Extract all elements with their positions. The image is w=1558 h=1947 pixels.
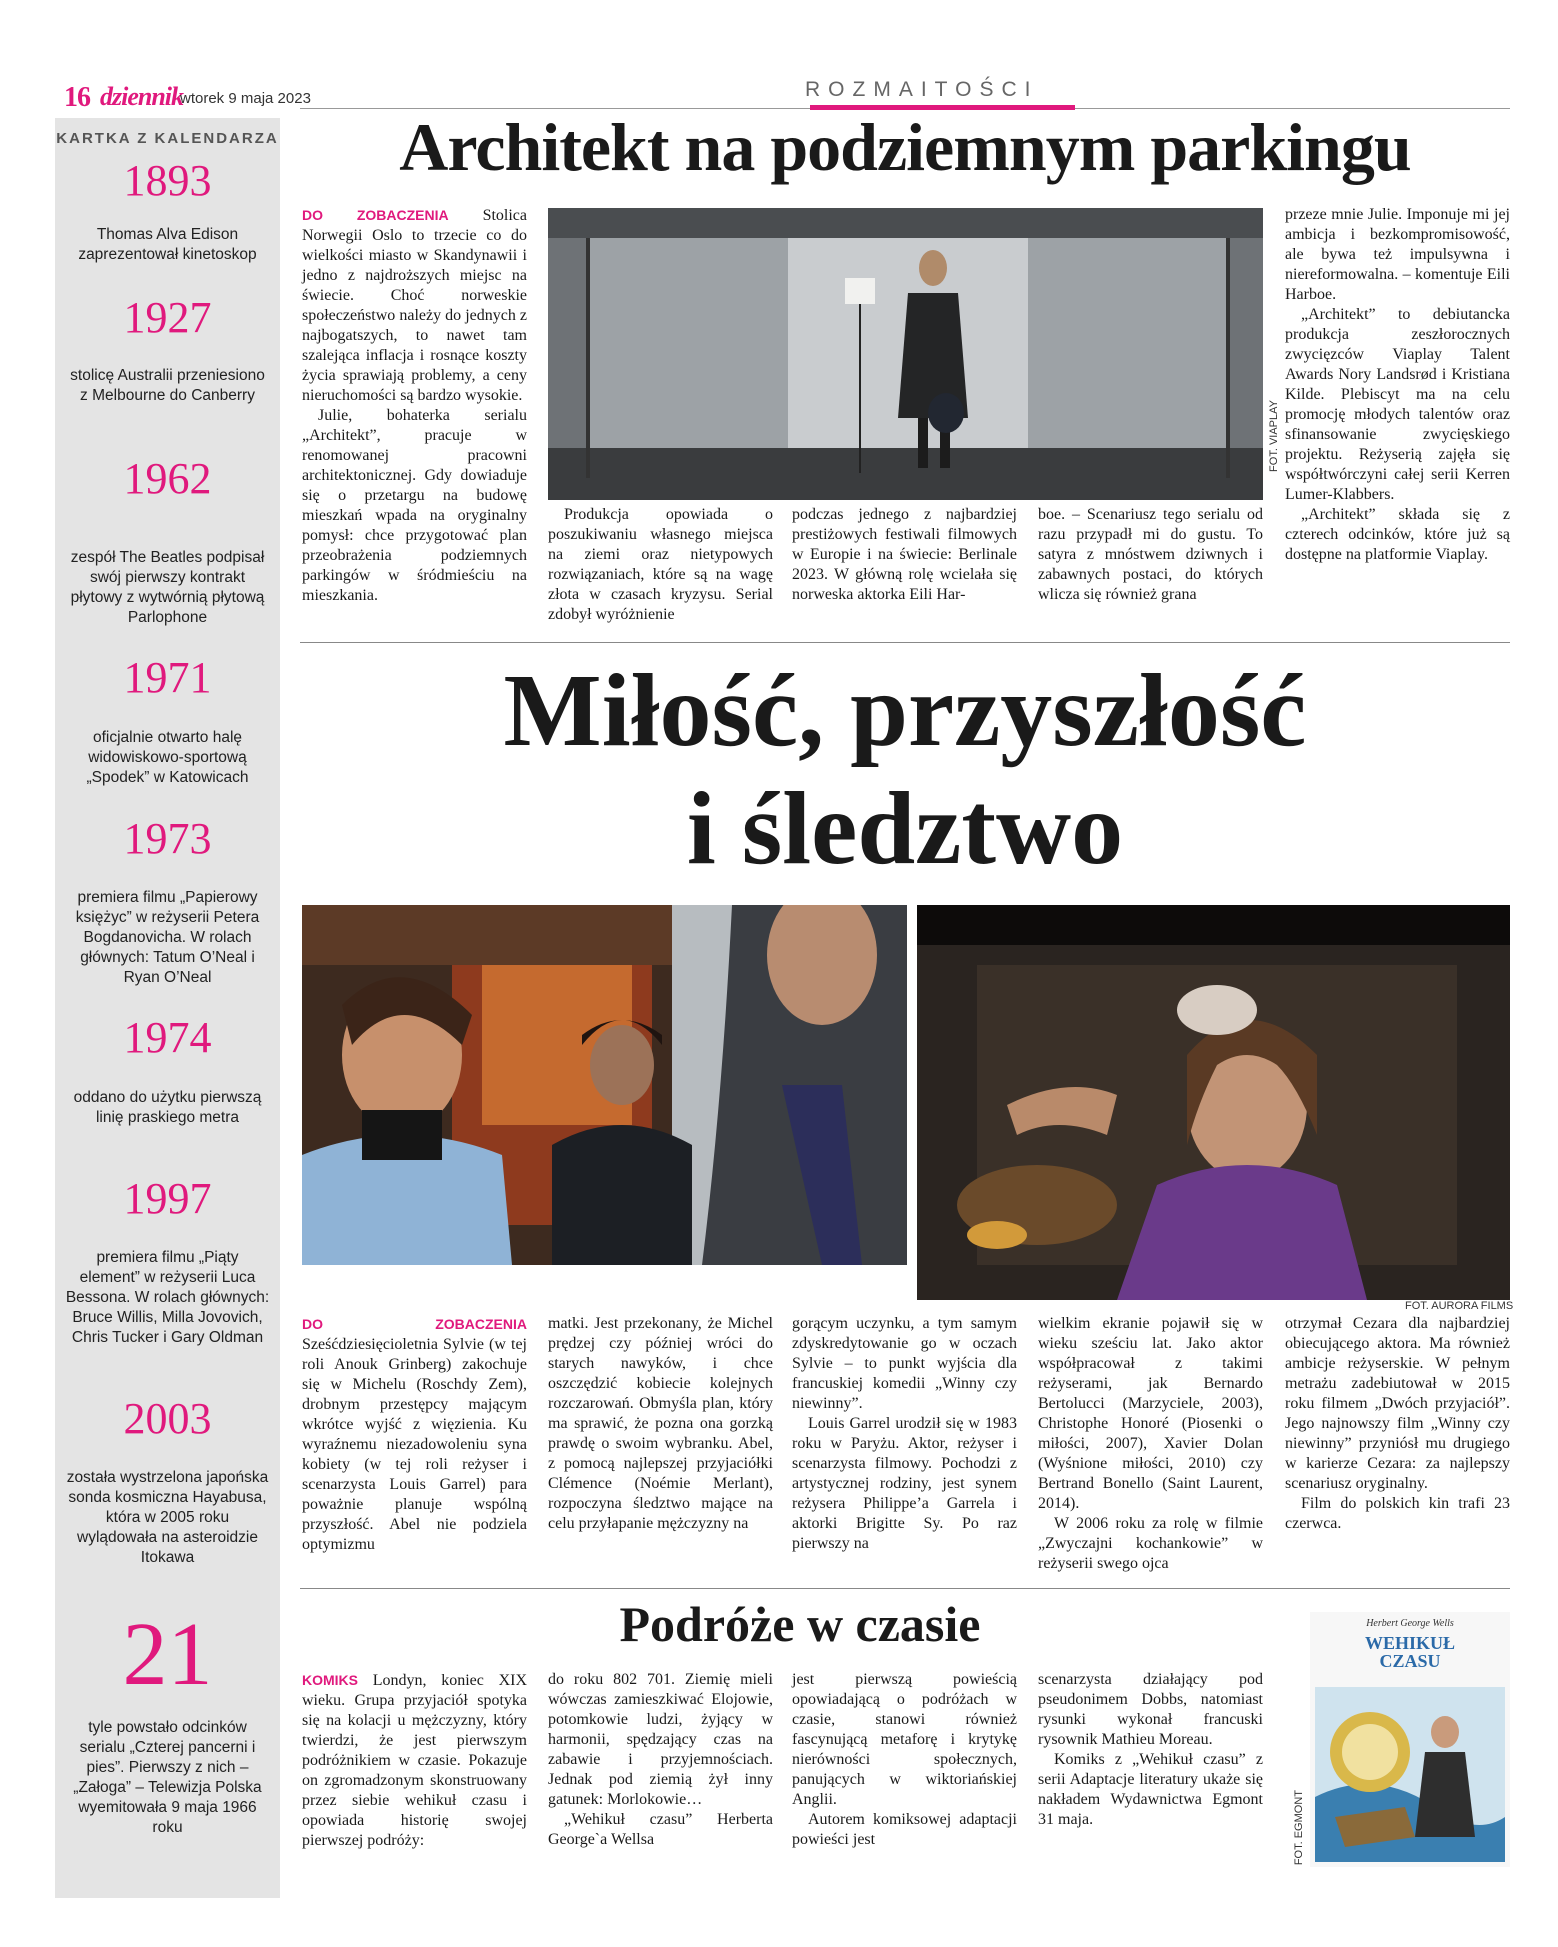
- article3-text: Autorem komiksowej adaptacji powieści jest: [792, 1811, 1017, 1848]
- article3-column-2: [548, 1670, 773, 1850]
- article2-text: wielkim ekranie pojawił się w wieku sześciu lat. Jako aktor współpracował z takimi reżyserami, jak Bernardo Bertolucci (Marzyciele, 2003), Christophe Honoré (Piosenki o miłości, 2007), Xavier Dolan (Wyśnione miłości, 2010) czy Bertrand Bonello (Saint Laurent, 2014).: [1038, 1315, 1263, 1512]
- article3-text: „Wehikuł czasu” Herberta George`a Wellsa: [548, 1811, 773, 1848]
- photo-credit: FOT. VIAPLAY: [1268, 400, 1280, 472]
- calendar-event: premiera filmu „Papierowy księżyc” w reżyserii Petera Bogdanovicha. W rolach głównych: Tatum O’Neal i Ryan O’Neal: [75, 889, 260, 986]
- calendar-year: 1893: [123, 156, 212, 205]
- article1-column-5: [1285, 205, 1510, 565]
- article2-column-4: [1038, 1314, 1263, 1574]
- article1-column-3: podczas jednego z najbardziej prestiżowych festiwali filmowych w Europie i na świecie: Berlinale 2023. W główną rolę wcielała się norweska aktorka Eili Har-: [792, 506, 1017, 603]
- calendar-event: została wystrzelona japońska sonda kosmiczna Hayabusa, która w 2005 roku wylądowała na asteroidzie Itokawa: [66, 1469, 269, 1566]
- page-number: 16: [64, 82, 90, 113]
- photo-credit: FOT. EGMONT: [1293, 1790, 1305, 1866]
- article1-headline: Architekt na podziemnym parkingu: [399, 109, 1411, 185]
- article2-column-5: [1285, 1314, 1510, 1534]
- fact-text: tyle powstało odcinków serialu „Czterej pancerni i pies”. Pierwszy z nich – „Załoga” – Telewizja Polska wyemitowała 9 maja 1966 roku: [73, 1719, 262, 1836]
- calendar-year: 1997: [123, 1174, 212, 1223]
- article3-lead: KOMIKS: [302, 1672, 358, 1688]
- section-label: ROZMAITOŚCI: [805, 78, 1039, 101]
- article3-column-1: [302, 1670, 527, 1851]
- article2-headline-line2: i śledztwo: [686, 771, 1124, 886]
- article2-column-1: [302, 1314, 527, 1555]
- calendar-year: 1927: [123, 293, 212, 342]
- article2-text: Louis Garrel urodził się w 1983 roku w Paryżu. Aktor, reżyser i scenarzysta filmowy. Pochodzi z artystycznej rodziny, jest synem reżysera Philippe’a Garrela i aktorki Brigitte Sy. Po raz pierwszy na: [792, 1415, 1017, 1552]
- calendar-year: 1973: [123, 814, 212, 863]
- calendar-event: premiera filmu „Piąty element” w reżyserii Luca Bessona. W rolach głównych: Bruce Willis, Milla Jovovich, Chris Tucker i Gary Oldman: [65, 1249, 270, 1346]
- article2-lead: DO ZOBACZENIA: [302, 1316, 527, 1332]
- issue-date: wtorek 9 maja 2023: [180, 90, 311, 107]
- article2-text: Sześćdziesięcioletnia Sylvie (w tej roli Anouk Grinberg) zakochuje się w Michelu (Roschdy Zem), drobnym przestępcy mającym wkrótce wyjść z więzienia. Ku wyraźnemu niezadowoleniu syna kobiety (w tej roli reżyser i scenarzysta Louis Garrel) para poważnie planuje wspólną przyszłość. Abel nie podziela optymizmu: [302, 1336, 527, 1553]
- article3-text: Komiks z „Wehikuł czasu” z serii Adaptacje literatury ukaże się nakładem Wydawnictwa Egmont 31 maja.: [1038, 1751, 1263, 1828]
- newspaper-logo: dziennik: [100, 82, 184, 111]
- film-photo-right: [917, 905, 1510, 1300]
- architekt-photo: [548, 208, 1263, 500]
- article3-text: Londyn, koniec XIX wieku. Grupa przyjaciół spotyka się na kolacji u mężczyzny, który twierdzi, że jest pierwszym podróżnikiem w czasie. Pokazuje on zgromadzonym skonstruowany przez siebie wehikuł czasu i opowiada historię swojej pierwszej podróży:: [302, 1672, 528, 1849]
- calendar-year: 1974: [123, 1013, 212, 1062]
- cover-title: WEHIKUŁ CZASU: [1364, 1633, 1456, 1671]
- film-photo-left: [302, 905, 907, 1265]
- article2-text: Film do polskich kin trafi 23 czerwca.: [1285, 1495, 1510, 1532]
- comic-cover: [1310, 1612, 1510, 1867]
- article3-column-3: [792, 1670, 1017, 1850]
- article1-text: „Architekt” to debiutancka produkcja zeszłorocznych zwycięzców Viaplay Talent Awards Nory Landsrød i Kristiana Kilde. Plebiscyt ma na celu promocję młodych talentów oraz sfinansowanie zwycięskiego projektu. Reżyserią zajęła się współtwórczyni całej serii Kerren Lumer-Klabbers.: [1285, 306, 1510, 503]
- article3-column-4: [1038, 1670, 1263, 1830]
- article2-column-3: [792, 1314, 1017, 1554]
- calendar-event: oddano do użytku pierwszą linię praskiego metra: [73, 1089, 262, 1126]
- article2-headline: [300, 652, 1510, 888]
- article2-text: W 2006 roku za rolę w filmie „Zwyczajni kochankowie” w reżyserii swego ojca: [1038, 1515, 1263, 1572]
- sidebar-title: KARTKA Z KALENDARZA: [56, 130, 279, 147]
- article3-text: do roku 802 701. Ziemię mieli wówczas zamieszkiwać Elojowie, potomkowie ludzi, żyjący w harmonii, spędzający czas na zabawie i przyjemnościach. Jednak pod ziemią żył inny gatunek: Morlokowie…: [548, 1671, 773, 1808]
- article2-text: otrzymał Cezara dla najbardziej obiecującego aktora. Ma również ambicje reżyserskie. W pełnym metrażu zadebiutował w 2015 roku filmem „Dwóch przyjaciół”. Jego najnowszy film „Winny czy niewinny” przyniósł mu drugiego w karierze Cezara: za najlepszy scenariusz oryginalny.: [1285, 1315, 1510, 1492]
- calendar-year: 1962: [123, 454, 212, 503]
- article3-text: scenarzysta działający pod pseudonimem Dobbs, natomiast rysunki wykonał francuski rysownik Mathieu Moreau.: [1038, 1671, 1263, 1748]
- article1-text: „Architekt” składa się z czterech odcinków, które już są dostępne na platformie Viaplay.: [1285, 506, 1510, 563]
- calendar-event: oficjalnie otwarto halę widowiskowo-sportową „Spodek” w Katowicach: [86, 729, 249, 786]
- article3-text: jest pierwszą powieścią opowiadającą o podróżach w czasie, stanowi również fascynującą metaforę i krytykę nierówności społecznych, panujących w wiktoriańskiej Anglii.: [792, 1671, 1017, 1808]
- cover-author: Herbert George Wells: [1366, 1618, 1454, 1629]
- article-divider: [300, 642, 1510, 643]
- calendar-event: stolicę Australii przeniesiono z Melbourne do Canberry: [70, 367, 265, 404]
- article2-text: gorącym uczynku, a tym samym zdyskredytowanie go w oczach Sylvie – to punkt wyjścia dla francuskiej komedii „Winny czy niewinny”.: [792, 1315, 1017, 1412]
- article-divider: [300, 1588, 1510, 1589]
- article1-column-1: [302, 205, 527, 606]
- calendar-year: 2003: [123, 1394, 212, 1443]
- article1-lead: DO ZOBACZENIA: [302, 207, 449, 223]
- article1-text: przeze mnie Julie. Imponuje mi jej ambicja i bezkompromisowość, ale bywa też impulsywna i niereformowalna. – komentuje Eili Harboe.: [1285, 206, 1510, 303]
- fact-number: 21: [122, 1605, 213, 1704]
- article3-headline: Podróże w czasie: [619, 1596, 981, 1652]
- calendar-year: 1971: [123, 653, 212, 702]
- calendar-event: zespół The Beatles podpisał swój pierwszy kontrakt płytowy z wytwórnią płytową Parlophone: [70, 549, 265, 626]
- photo-credit: FOT. AURORA FILMS: [1405, 1300, 1514, 1312]
- article1-column-2: Produkcja opowiada o poszukiwaniu własnego miejsca na ziemi oraz nietypowych rozwiązaniach, które są na wagę złota w czasach kryzysu. Serial zdobył wyróżnienie: [548, 506, 773, 623]
- article1-column-4: boe. – Scenariusz tego serialu od razu przypadł mi do gustu. To satyra z mnóstwem dziwnych i zabawnych postaci, do których wlicza się również grana: [1038, 506, 1263, 603]
- article1-text: Julie, bohaterka serialu „Architekt”, pracuje w renomowanej pracowni architektonicznej. Gdy dowiaduje się o przetargu na budowę mieszkań wpada na oryginalny pomysł: chce przygotować plan przeobrażenia podziemnych parkingów w śródmieściu na mieszkania.: [302, 407, 527, 604]
- article2-column-2: matki. Jest przekonany, że Michel prędzej czy później wróci do starych nawyków, i chce oszczędzić kobiecie kolejnych rozczarowań. Obmyśla plan, który ma sprawić, że pozna ona gorzką prawdę o swoim wybranku. Abel, z pomocą najlepszej przyjaciółki Clémence (Noémie Merlant), rozpoczyna śledztwo mające na celu przyłapanie mężczyzny na: [548, 1315, 773, 1532]
- calendar-event: Thomas Alva Edison zaprezentował kinetoskop: [78, 226, 257, 263]
- article2-headline-line1: Miłość, przyszłość: [503, 653, 1307, 768]
- article1-text: Stolica Norwegii Oslo to trzecie co do wielkości miasto w Skandynawii i jedno z najdroższych miejsc na świecie. Choć norweskie społeczeństwo należy do jednych z najbogatszych, to nawet tam szalejąca inflacja i rosnące koszty życia sprawiają problemy, a ceny nieruchomości są bardzo wysokie.: [302, 207, 527, 404]
